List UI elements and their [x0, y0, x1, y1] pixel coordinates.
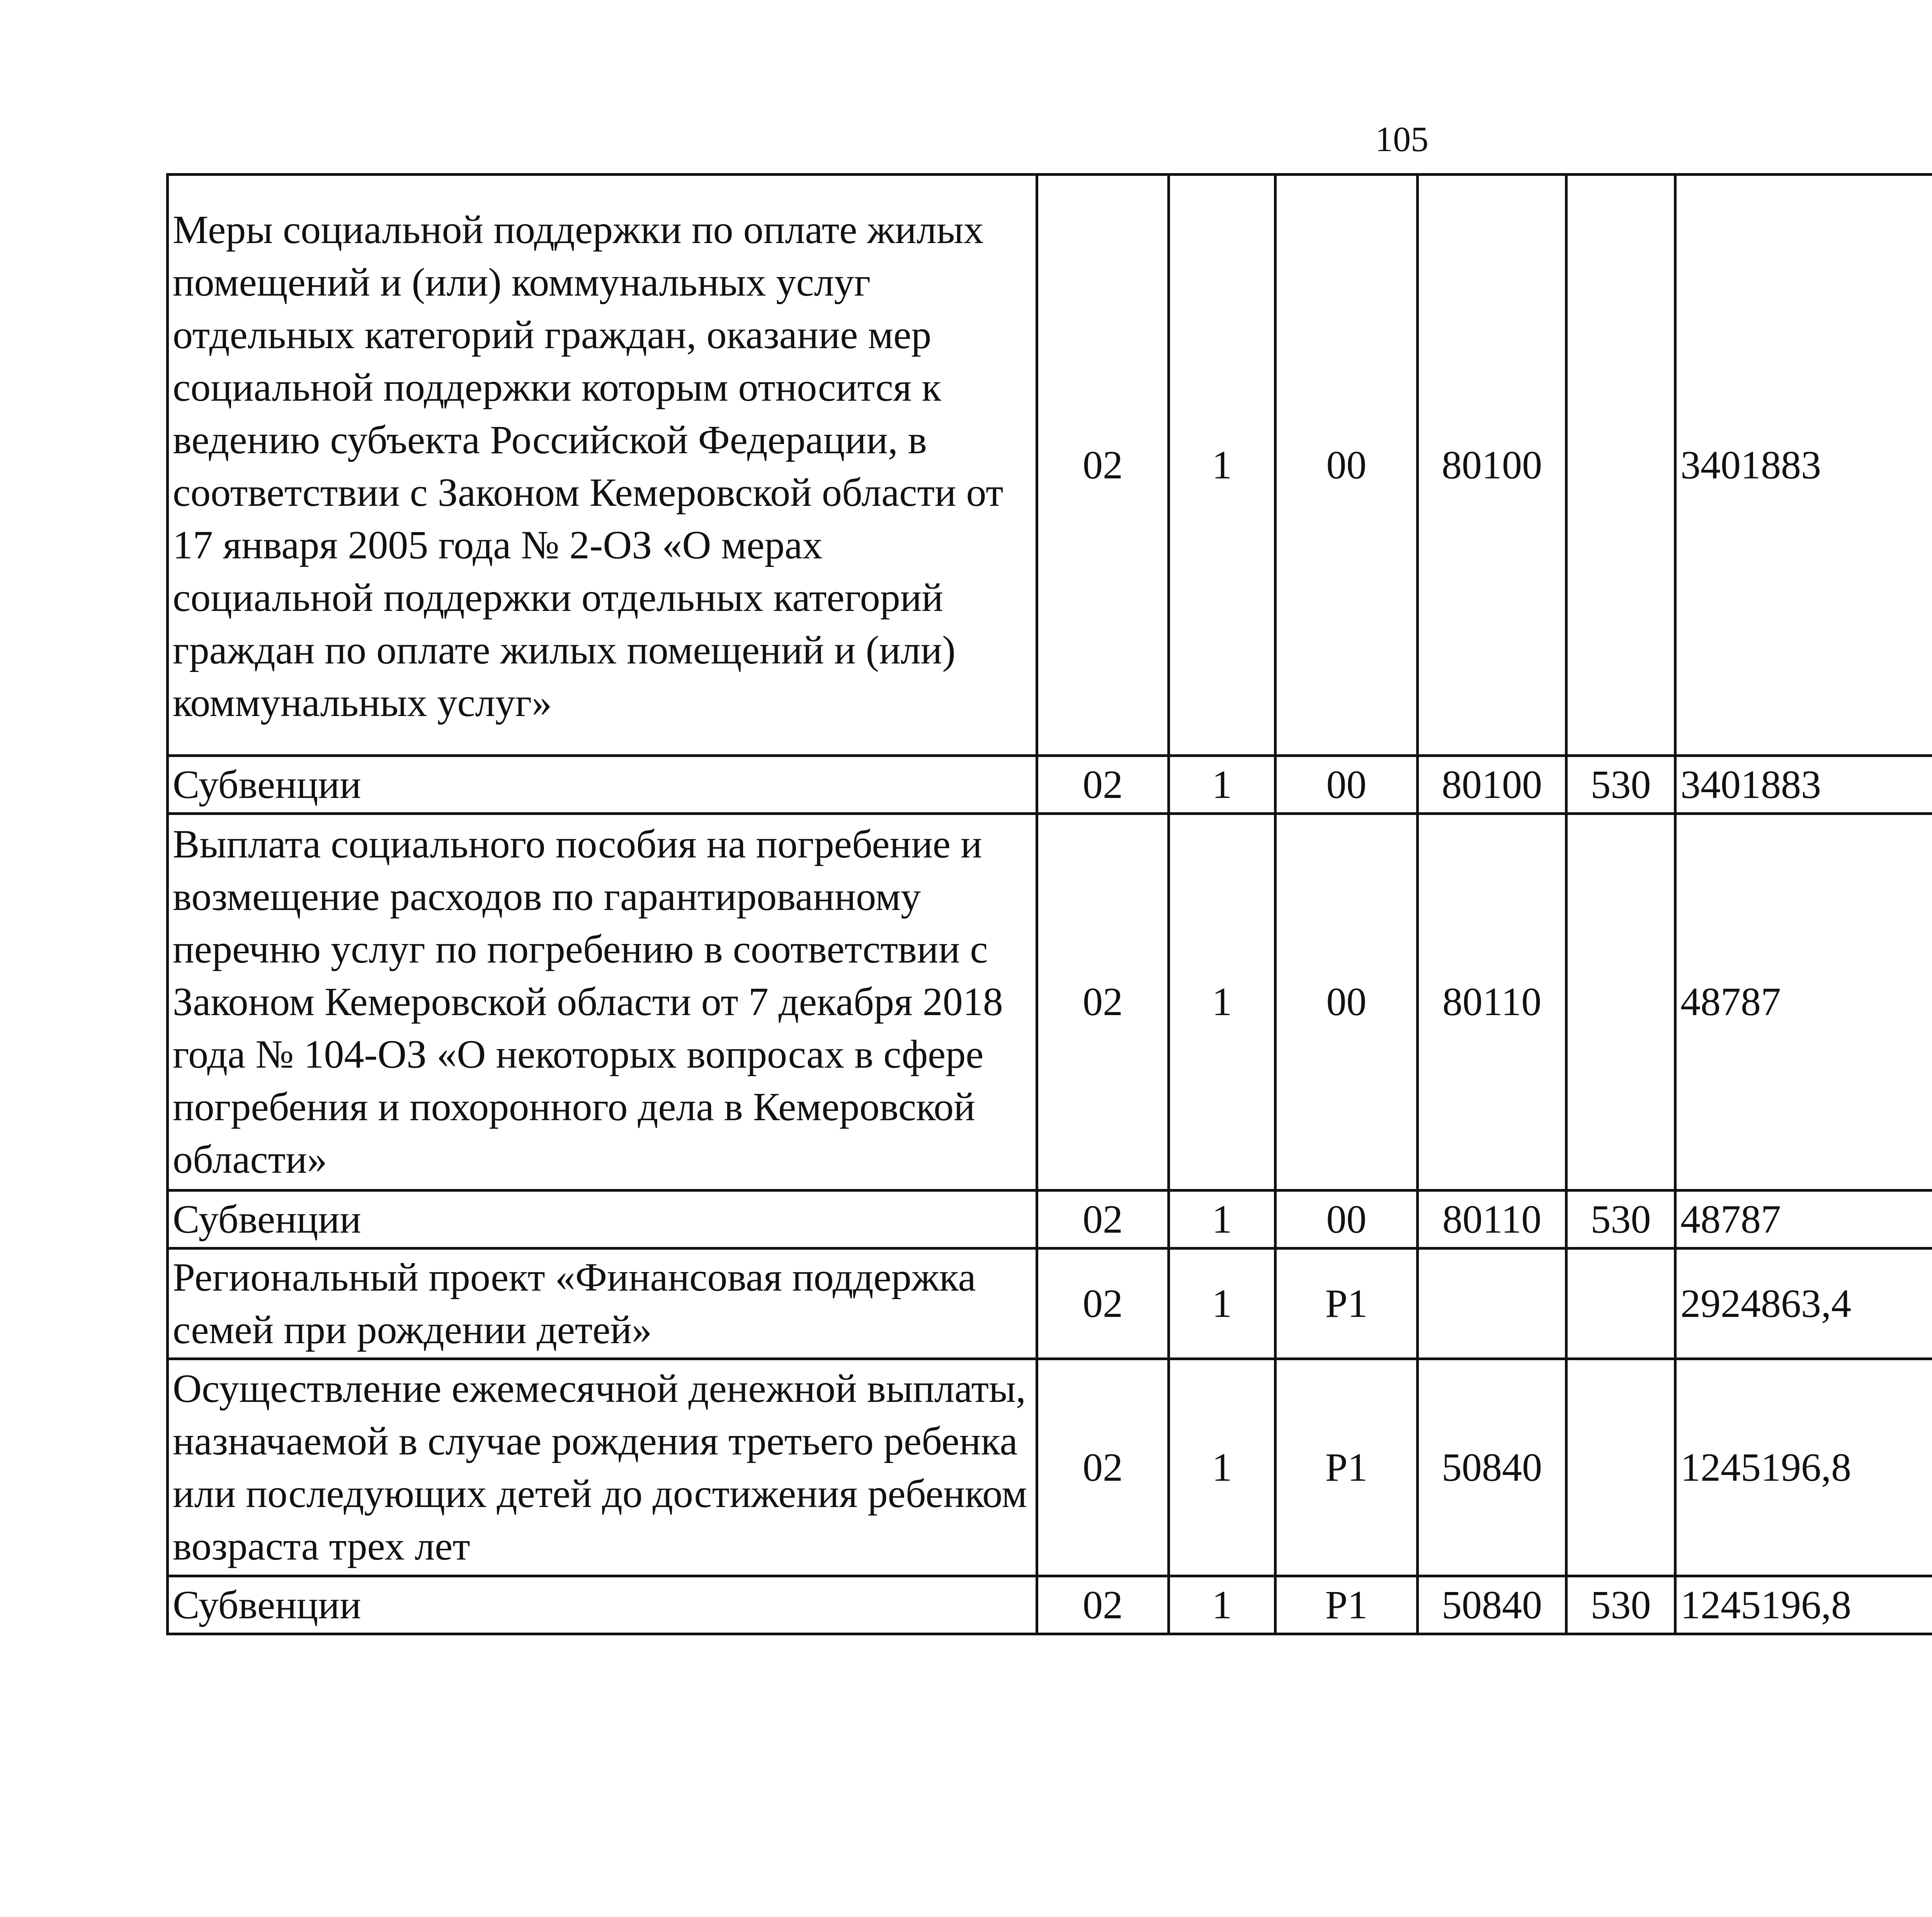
main-event-code: 00	[1276, 756, 1418, 814]
row-name: Субвенции	[168, 756, 1037, 814]
row-name: Субвенции	[168, 1191, 1037, 1249]
subprogram-code: 1	[1169, 1249, 1276, 1359]
expense-type-code: 530	[1566, 756, 1675, 814]
table-row	[168, 814, 1932, 1191]
amount-year-1: 48787	[1675, 814, 1932, 1191]
direction-code: 80110	[1418, 1191, 1566, 1249]
program-code: 02	[1037, 1191, 1169, 1249]
program-code: 02	[1037, 1576, 1169, 1634]
budget-table	[166, 173, 1932, 1635]
row-name: Региональный проект «Финансовая поддержка семей при рождении детей»	[168, 1249, 1037, 1359]
main-event-code: Р1	[1276, 1576, 1418, 1634]
table-row	[168, 1576, 1932, 1634]
table-row	[168, 1249, 1932, 1359]
program-code: 02	[1037, 756, 1169, 814]
amount-year-1: 3401883	[1675, 756, 1932, 814]
direction-code	[1418, 1249, 1566, 1359]
subprogram-code: 1	[1169, 1191, 1276, 1249]
subprogram-code: 1	[1169, 814, 1276, 1191]
expense-type-code	[1566, 1359, 1675, 1576]
expense-type-code	[1566, 175, 1675, 756]
direction-code: 80100	[1418, 756, 1566, 814]
main-event-code: 00	[1276, 814, 1418, 1191]
row-name: Меры социальной поддержки по оплате жилых помещений и (или) коммунальных услуг отдельных категорий граждан, оказание мер социальной поддержки которым относится к ведению субъекта Российской Федерации, в соответствии с Законом Кемеровской области от 17 января 2005 года № 2-ОЗ «О мерах социальной поддержки отдельных категорий граждан по оплате жилых помещений и (или) коммунальных услуг»	[168, 175, 1037, 756]
main-event-code: Р1	[1276, 1359, 1418, 1576]
row-name: Осуществление ежемесячной денежной выплаты, назначаемой в случае рождения третьего ребенка или последующих детей до достижения ребенком возраста трех лет	[168, 1359, 1037, 1576]
program-code: 02	[1037, 1249, 1169, 1359]
direction-code: 50840	[1418, 1576, 1566, 1634]
amount-year-1: 3401883	[1675, 175, 1932, 756]
row-name: Субвенции	[168, 1576, 1037, 1634]
direction-code: 80110	[1418, 814, 1566, 1191]
subprogram-code: 1	[1169, 756, 1276, 814]
main-event-code: Р1	[1276, 1249, 1418, 1359]
subprogram-code: 1	[1169, 1576, 1276, 1634]
program-code: 02	[1037, 1359, 1169, 1576]
expense-type-code: 530	[1566, 1576, 1675, 1634]
amount-year-1: 1245196,8	[1675, 1359, 1932, 1576]
direction-code: 50840	[1418, 1359, 1566, 1576]
subprogram-code: 1	[1169, 175, 1276, 756]
table-row	[168, 175, 1932, 756]
expense-type-code	[1566, 1249, 1675, 1359]
main-event-code: 00	[1276, 1191, 1418, 1249]
program-code: 02	[1037, 814, 1169, 1191]
table-row	[168, 1191, 1932, 1249]
amount-year-1: 2924863,4	[1675, 1249, 1932, 1359]
table-row	[168, 1359, 1932, 1576]
expense-type-code: 530	[1566, 1191, 1675, 1249]
amount-year-1: 48787	[1675, 1191, 1932, 1249]
amount-year-1: 1245196,8	[1675, 1576, 1932, 1634]
direction-code: 80100	[1418, 175, 1566, 756]
program-code: 02	[1037, 175, 1169, 756]
table-row	[168, 756, 1932, 814]
page-number: 105	[1375, 119, 1429, 159]
main-event-code: 00	[1276, 175, 1418, 756]
expense-type-code	[1566, 814, 1675, 1191]
subprogram-code: 1	[1169, 1359, 1276, 1576]
row-name: Выплата социального пособия на погребение и возмещение расходов по гарантированному перечню услуг по погребению в соответствии с Законом Кемеровской области от 7 декабря 2018 года № 104-ОЗ «О некоторых вопросах в сфере погребения и похоронного дела в Кемеровской области»	[168, 814, 1037, 1191]
